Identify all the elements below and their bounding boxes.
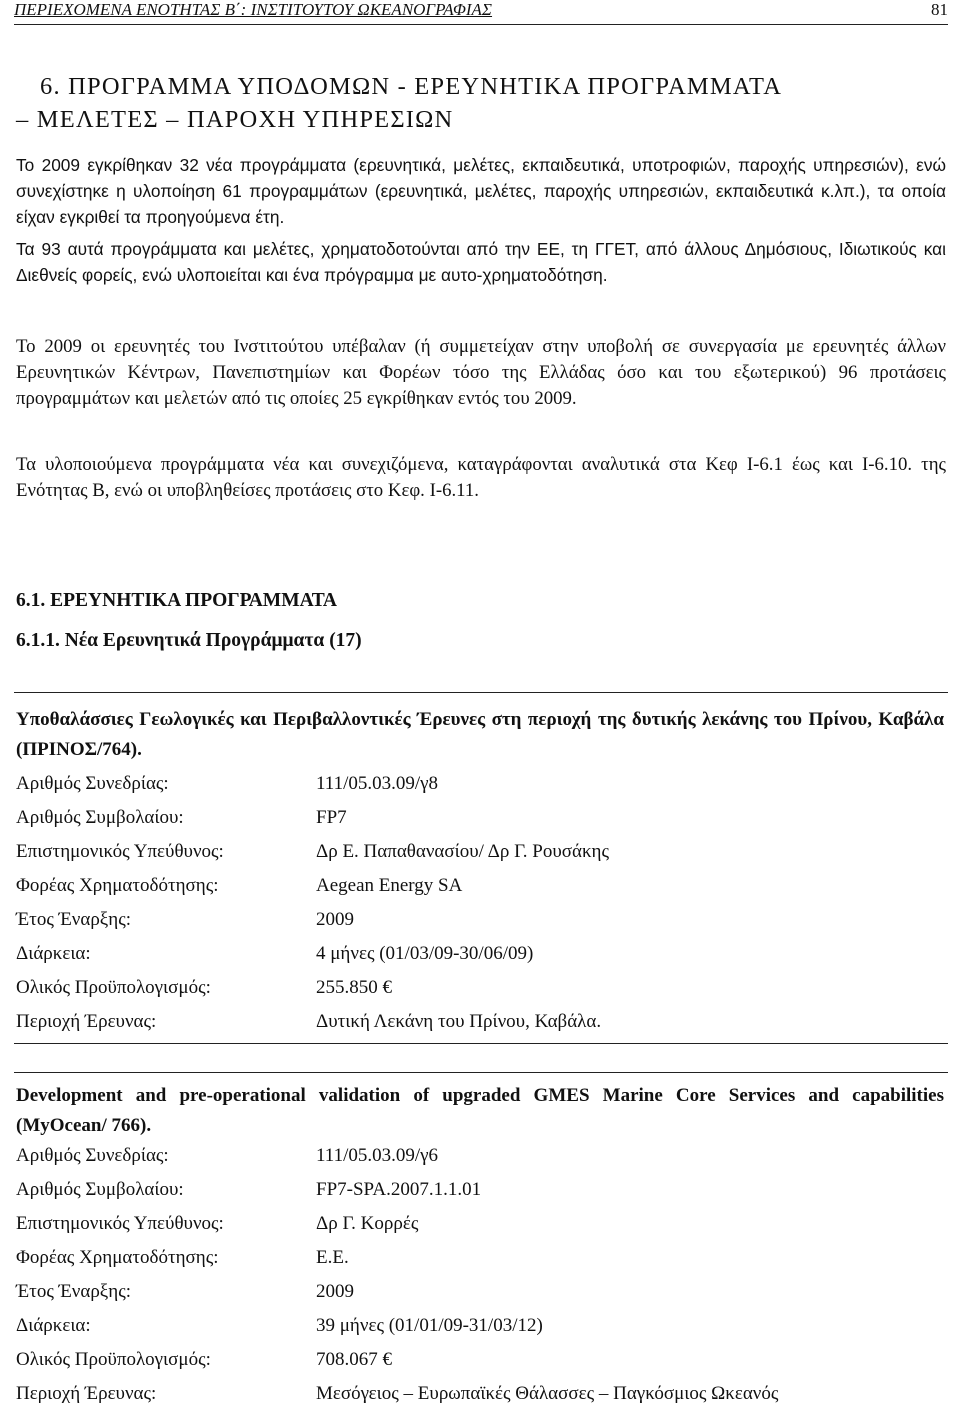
field-label: Ολικός Προϋπολογισμός: (16, 977, 211, 998)
field-label: Αριθμός Συνεδρίας: (16, 1145, 169, 1166)
running-title: ΠΕΡΙΕΧΟΜΕΝΑ ΕΝΟΤΗΤΑΣ Β΄: ΙΝΣΤΙΤΟΥΤΟΥ ΩΚΕΑΝΟΓΡΑΦΙΑΣ (14, 0, 493, 19)
field-value: Δρ Ε. Παπαθανασίου/ Δρ Γ. Ρουσάκης (316, 841, 609, 862)
field-value: 2009 (316, 1281, 354, 1302)
field-label: Περιοχή Έρευνας: (16, 1011, 157, 1032)
subsection-heading: 6.1. ΕΡΕΥΝΗΤΙΚΑ ΠΡΟΓΡΑΜΜΑΤΑ (16, 590, 337, 611)
field-value: 39 μήνες (01/01/09-31/03/12) (316, 1315, 543, 1336)
field-value: Μεσόγειος – Ευρωπαϊκές Θάλασσες – Παγκόσμιος Ωκεανός (316, 1383, 779, 1404)
project-card (14, 1072, 948, 1413)
field-value: 111/05.03.09/γ6 (316, 1145, 439, 1166)
page-number: 81 (931, 0, 948, 19)
field-label: Φορέας Χρηματοδότησης: (16, 875, 219, 896)
field-value: Δρ Γ. Κορρές (316, 1213, 419, 1234)
field-label: Διάρκεια: (16, 1315, 91, 1336)
project-card (14, 692, 948, 1044)
paragraph-intro: Το 2009 εγκρίθηκαν 32 νέα προγράμματα (ερευνητικά, μελέτες, εκπαιδευτικά, υποτροφιών, παροχής υπηρεσιών), ενώ συνεχίστηκε η υλοποίηση 61 προγραμμάτων (ερευνητικά, μελέτες, παροχής υπηρεσιών, εκπαιδευτικά κ.λπ.), τα οποία είχαν εγκριθεί τα προηγούμενα έτη. (16, 155, 946, 227)
field-label: Αριθμός Συνεδρίας: (16, 773, 169, 794)
paragraph-proposals: Το 2009 οι ερευνητές του Ινστιτούτου υπέβαλαν (ή συμμετείχαν στην υποβολή σε συνεργασία με ερευνητές άλλων Ερευνητικών Κέντρων, Πανεπιστημίων και Φορέων τόσο της Ελλάδας όσο και του εξωτερικού) 96 προτάσεις προγραμμάτων και μελετών από τις οποίες 25 εγκρίθηκαν εντός του 2009. (16, 336, 946, 409)
project-title: Υποθαλάσσιες Γεωλογικές και Περιβαλλοντικές Έρευνες στη περιοχή της δυτικής λεκάνης του Πρίνου, Καβάλα (ΠΡΙΝΟΣ/764). (16, 709, 944, 760)
subsubsection-heading: 6.1.1. Νέα Ερευνητικά Προγράμματα (17) (16, 630, 362, 651)
section-title (16, 70, 946, 136)
field-value: FP7 (316, 807, 347, 828)
project-title: Development and pre-operational validation of upgraded GMES Marine Core Services and capabilities (MyOcean/ 766). (16, 1085, 944, 1136)
field-label: Έτος Έναρξης: (16, 1281, 132, 1302)
field-value: 4 μήνες (01/03/09-30/06/09) (316, 943, 534, 964)
field-value: FP7-SPA.2007.1.1.01 (316, 1179, 482, 1200)
field-value: 708.067 € (316, 1349, 392, 1370)
field-label: Διάρκεια: (16, 943, 91, 964)
field-label: Περιοχή Έρευνας: (16, 1383, 157, 1404)
section-title-line2: – ΜΕΛΕΤΕΣ – ΠΑΡΟΧΗ ΥΠΗΡΕΣΙΩΝ (16, 106, 454, 133)
paragraph-references: Τα υλοποιούμενα προγράμματα νέα και συνεχιζόμενα, καταγράφονται αναλυτικά στα Κεφ Ι-6.1 έως και Ι-6.10. της Ενότητας Β, ενώ οι υποβληθείσες προτάσεις στο Κεφ. Ι-6.11. (16, 454, 946, 501)
field-label: Έτος Έναρξης: (16, 909, 132, 930)
field-label: Φορέας Χρηματοδότησης: (16, 1247, 219, 1268)
section-title-line1: 6. ΠΡΟΓΡΑΜΜΑ ΥΠΟΔΟΜΩΝ - ΕΡΕΥΝΗΤΙΚΑ ΠΡΟΓΡΑΜΜΑΤΑ (40, 73, 783, 100)
field-label: Αριθμός Συμβολαίου: (16, 807, 184, 828)
field-value: 255.850 € (316, 977, 392, 998)
field-value: 2009 (316, 909, 354, 930)
field-label: Αριθμός Συμβολαίου: (16, 1179, 184, 1200)
field-value: 111/05.03.09/γ8 (316, 773, 439, 794)
field-value: Δυτική Λεκάνη του Πρίνου, Καβάλα. (316, 1011, 602, 1032)
field-label: Ολικός Προϋπολογισμός: (16, 1349, 211, 1370)
running-header (14, 0, 948, 25)
field-label: Επιστημονικός Υπεύθυνος: (16, 1213, 224, 1234)
field-label: Επιστημονικός Υπεύθυνος: (16, 841, 224, 862)
paragraph-funding: Τα 93 αυτά προγράμματα και μελέτες, χρηματοδοτούνται από την ΕΕ, τη ΓΓΕΤ, από άλλους Δημόσιους, Ιδιωτικούς και Διεθνείς φορείς, ενώ υλοποιείται και ένα πρόγραμμα με αυτο-χρηματοδότηση. (16, 239, 946, 285)
field-value: E.E. (316, 1247, 349, 1268)
field-value: Aegean Energy SA (316, 875, 463, 896)
